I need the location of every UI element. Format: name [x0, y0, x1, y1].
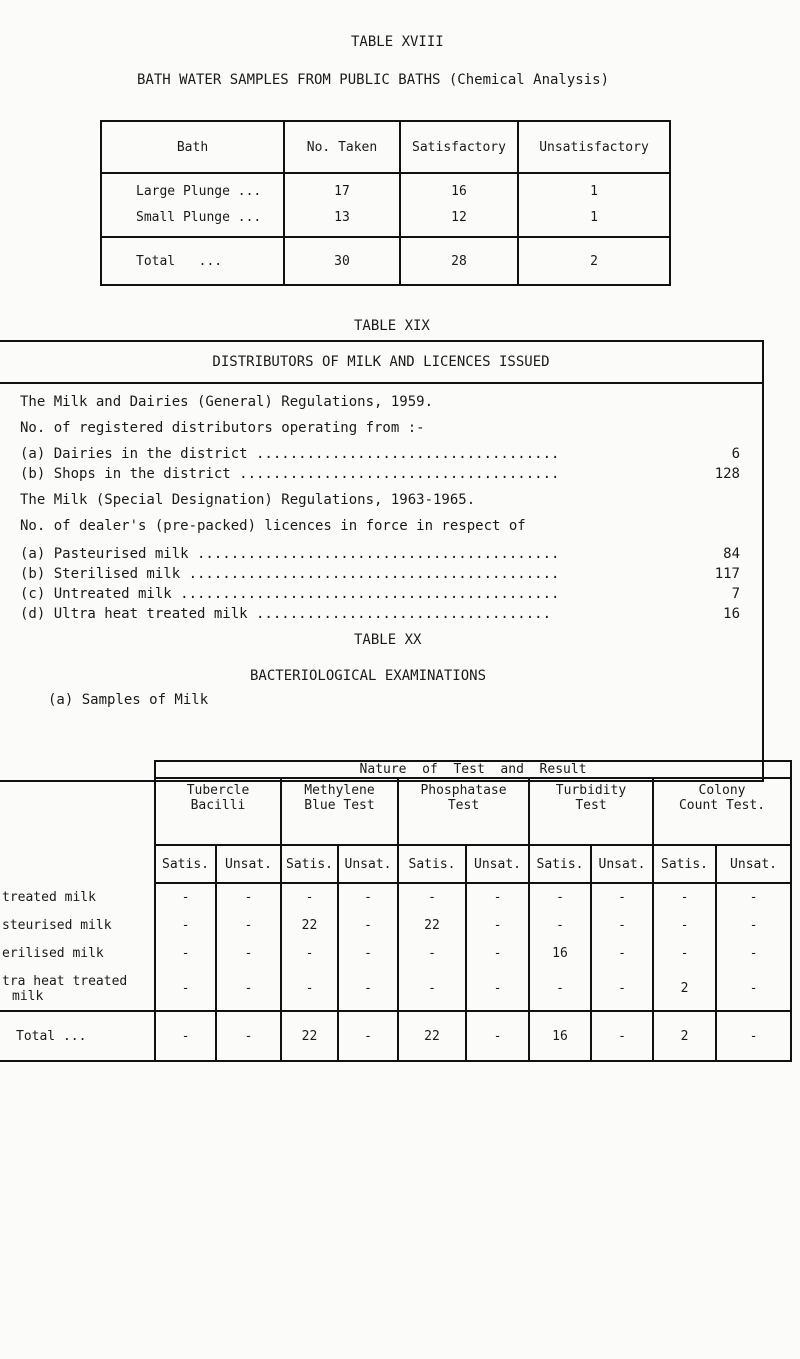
column-header: No. Taken [284, 121, 400, 173]
sub-header: Satis. [653, 845, 716, 883]
table-cell: - [591, 1011, 653, 1061]
table-row [0, 883, 791, 911]
table-cell: - [398, 939, 466, 967]
table-xx-subtitle: BACTERIOLOGICAL EXAMINATIONS [250, 668, 487, 684]
table-cell: 13 [334, 210, 350, 225]
table-cell: - [591, 883, 653, 911]
total-row [0, 1011, 791, 1061]
row-label: steurised milk [0, 911, 155, 939]
table-cell: - [466, 883, 529, 911]
table-cell: - [155, 1011, 216, 1061]
table-cell: - [338, 911, 398, 939]
item-value: 16 [723, 606, 740, 622]
span-header: Nature of Test and Result [155, 761, 791, 778]
table-cell: - [338, 1011, 398, 1061]
sub-header: Satis. [529, 845, 591, 883]
table-cell: - [466, 911, 529, 939]
regulation-line: The Milk and Dairies (General) Regulations, 1959. [20, 394, 434, 410]
table-cell: 1 [590, 210, 598, 225]
sub-header-row [0, 845, 791, 883]
table-cell: - [216, 967, 281, 1011]
sub-header: Unsat. [591, 845, 653, 883]
table-cell: - [529, 967, 591, 1011]
table-cell: - [591, 911, 653, 939]
table-cell: - [716, 883, 791, 911]
item-value: 7 [731, 586, 740, 602]
table-row [0, 911, 791, 939]
sub-header: Satis. [398, 845, 466, 883]
table-cell: - [216, 911, 281, 939]
group-header: Turbidity Test [529, 778, 653, 845]
list-item [20, 586, 740, 602]
table-cell: - [529, 883, 591, 911]
item-label: (a) Pasteurised milk ........................................... [20, 546, 560, 562]
table-cell: 17 [334, 184, 350, 199]
table-xix-title: TABLE XIX [354, 318, 430, 334]
table-cell: - [466, 967, 529, 1011]
group-header-row [0, 778, 791, 845]
item-value: 84 [723, 546, 740, 562]
group-header: Tubercle Bacilli [155, 778, 281, 845]
table-cell: 22 [281, 1011, 338, 1061]
table-cell: 22 [398, 911, 466, 939]
column-header: Bath [101, 121, 284, 173]
section-label: (a) Samples of Milk [48, 692, 209, 708]
table-cell: 12 [451, 210, 467, 225]
item-label: (a) Dairies in the district .................................... [20, 446, 560, 462]
column-header: Satisfactory [400, 121, 518, 173]
table-cell: - [716, 967, 791, 1011]
table-row [0, 967, 791, 1011]
table-cell: - [155, 883, 216, 911]
table-xx-title: TABLE XX [354, 632, 422, 648]
item-label: (c) Untreated milk ............................................. [20, 586, 560, 602]
table-cell: - [216, 883, 281, 911]
table-cell: - [398, 967, 466, 1011]
bath-water-table [100, 120, 671, 286]
table-cell: 16 [529, 939, 591, 967]
sub-header: Unsat. [716, 845, 791, 883]
table-cell: - [529, 911, 591, 939]
table-cell: - [155, 911, 216, 939]
regulation-line: The Milk (Special Designation) Regulations, 1963-1965. [20, 492, 476, 508]
row-label: Large Plunge ... [136, 184, 262, 199]
table-cell: - [591, 939, 653, 967]
table-cell: - [281, 883, 338, 911]
group-header: Methylene Blue Test [281, 778, 398, 845]
table-cell: 28 [400, 237, 518, 285]
table-cell: - [398, 883, 466, 911]
table-cell: - [716, 911, 791, 939]
item-value: 128 [714, 466, 740, 482]
total-label: Total ... [0, 1011, 155, 1061]
table-body-rows [101, 173, 670, 237]
list-item [20, 546, 740, 562]
table-cell: - [716, 1011, 791, 1061]
table-cell: - [338, 939, 398, 967]
table-cell: 2 [518, 237, 670, 285]
item-label: (b) Shops in the district ...................................... [20, 466, 560, 482]
table-cell: 2 [653, 1011, 716, 1061]
table-header-row [101, 121, 670, 173]
total-label: Total ... [101, 237, 284, 285]
sub-header: Unsat. [466, 845, 529, 883]
table-cell: - [466, 1011, 529, 1061]
item-value: 6 [731, 446, 740, 462]
sub-header: Unsat. [216, 845, 281, 883]
table-cell: - [653, 883, 716, 911]
table-xviii-title: TABLE XVIII [351, 34, 444, 50]
table-cell: - [466, 939, 529, 967]
table-cell: - [653, 939, 716, 967]
item-label: (d) Ultra heat treated milk ................................... [20, 606, 552, 622]
list-item [20, 566, 740, 582]
row-label: tra heat treated milk [0, 967, 155, 1011]
list-item [20, 446, 740, 462]
table-cell: - [281, 967, 338, 1011]
table-cell: - [216, 1011, 281, 1061]
table-cell: - [716, 939, 791, 967]
total-row [101, 237, 670, 285]
count-heading: No. of registered distributors operating from :- [20, 420, 425, 436]
table-cell: 30 [284, 237, 400, 285]
table-cell: 16 [451, 184, 467, 199]
table-cell: 1 [590, 184, 598, 199]
sub-header: Satis. [155, 845, 216, 883]
table-cell: 22 [398, 1011, 466, 1061]
table-cell: - [155, 939, 216, 967]
span-header-row [0, 761, 791, 778]
item-value: 117 [714, 566, 740, 582]
table-cell: - [338, 967, 398, 1011]
count-heading: No. of dealer's (pre-packed) licences in force in respect of [20, 518, 526, 534]
table-cell: 2 [653, 967, 716, 1011]
row-label: treated milk [0, 883, 155, 911]
table-cell: 16 [529, 1011, 591, 1061]
milk-distributors-box [0, 340, 764, 782]
bacteriological-table [0, 760, 792, 1062]
table-cell: - [155, 967, 216, 1011]
row-label: Small Plunge ... [136, 210, 262, 225]
table-cell: - [216, 939, 281, 967]
list-item [20, 606, 740, 622]
table-cell: - [338, 883, 398, 911]
list-item [20, 466, 740, 482]
item-label: (b) Sterilised milk ............................................ [20, 566, 560, 582]
box-header: DISTRIBUTORS OF MILK AND LICENCES ISSUED [0, 342, 762, 384]
row-label: erilised milk [0, 939, 155, 967]
table-cell: - [591, 967, 653, 1011]
sub-header: Satis. [281, 845, 338, 883]
group-header: Colony Count Test. [653, 778, 791, 845]
table-cell: 22 [281, 911, 338, 939]
table-body [0, 883, 791, 1061]
column-header: Unsatisfactory [518, 121, 670, 173]
table-row [0, 939, 791, 967]
sub-header: Unsat. [338, 845, 398, 883]
group-header: Phosphatase Test [398, 778, 529, 845]
table-xviii-subtitle: BATH WATER SAMPLES FROM PUBLIC BATHS (Chemical Analysis) [137, 72, 610, 88]
table-cell: - [281, 939, 338, 967]
table-cell: - [653, 911, 716, 939]
